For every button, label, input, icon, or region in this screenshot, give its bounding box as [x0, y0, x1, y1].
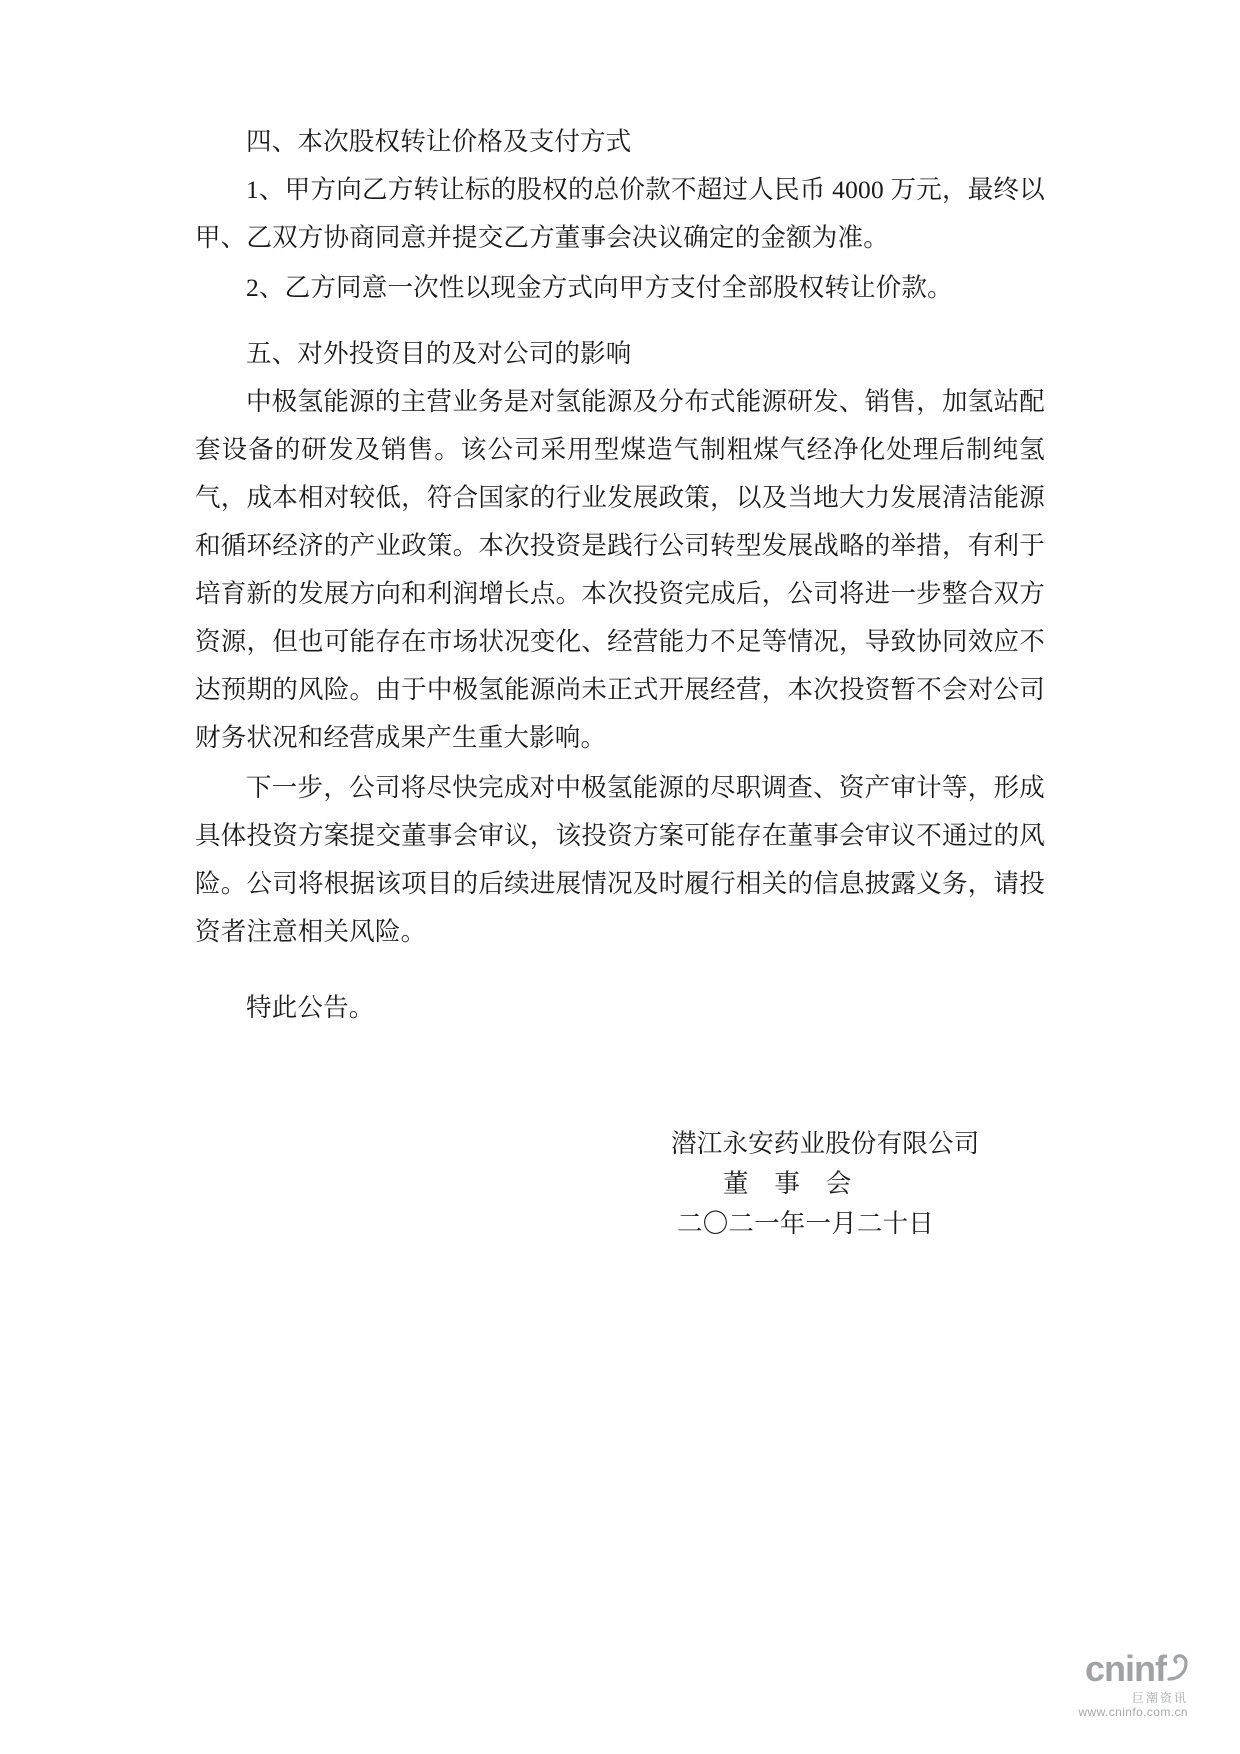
signature-company: 潜江永安药业股份有限公司 [671, 1129, 980, 1158]
paragraph-next-steps: 下一步，公司将尽快完成对中极氢能源的尽职调查、资产审计等，形成具体投资方案提交董事会审议，该投资方案可能存在董事会审议不通过的风险。公司将根据该项目的后续进展情况及时履行相关的信息披露义务，请投资者注意相关风险。 [195, 773, 1045, 946]
document-body [195, 118, 1045, 1244]
watermark-brand-text [1078, 1647, 1188, 1689]
section-heading-five: 五、对外投资目的及对公司的影响 [246, 339, 632, 368]
cninfo-watermark [1078, 1647, 1188, 1719]
closing-statement: 特此公告。 [246, 993, 375, 1022]
section-spacer [195, 314, 1045, 330]
watermark-brand-label: cninf [1085, 1647, 1166, 1689]
paragraph-investment-purpose: 中极氢能源的主营业务是对氢能源及分布式能源研发、销售，加氢站配套设备的研发及销售。该公司采用型煤造气制粗煤气经净化处理后制纯氢气，成本相对较低，符合国家的行业发展政策，以及当地大力发展清洁能源和循环经济的产业政策。本次投资是践行公司转型发展战略的举措，有利于培育新的发展方向和利润增长点。本次投资完成后，公司将进一步整合双方资源，但也可能存在市场状况变化、经营能力不足等情况，导致协同效应不达预期的风险。由于中极氢能源尚未正式开展经营，本次投资暂不会对公司财务状况和经营成果产生重大影响。 [195, 387, 1045, 752]
clause-item-1: 1、甲方向乙方转让标的股权的总价款不超过人民币 4000 万元，最终以甲、乙双方协商同意并提交乙方董事会决议确定的金额为准。 [195, 175, 1045, 252]
swoosh-icon [1166, 1653, 1188, 1689]
signature-board: 董 事 会 [723, 1169, 852, 1198]
signature-block [195, 1124, 1045, 1244]
section-heading-four: 四、本次股权转让价格及支付方式 [246, 127, 632, 156]
watermark-url: www.cninfo.com.cn [1078, 1705, 1188, 1719]
watermark-chinese: 巨潮资讯 [1131, 1691, 1188, 1705]
signature-date: 二〇二一年一月二十日 [677, 1209, 935, 1238]
closing-spacer [195, 958, 1045, 984]
clause-item-2: 2、乙方同意一次性以现金方式向甲方支付全部股权转让价款。 [246, 273, 953, 302]
